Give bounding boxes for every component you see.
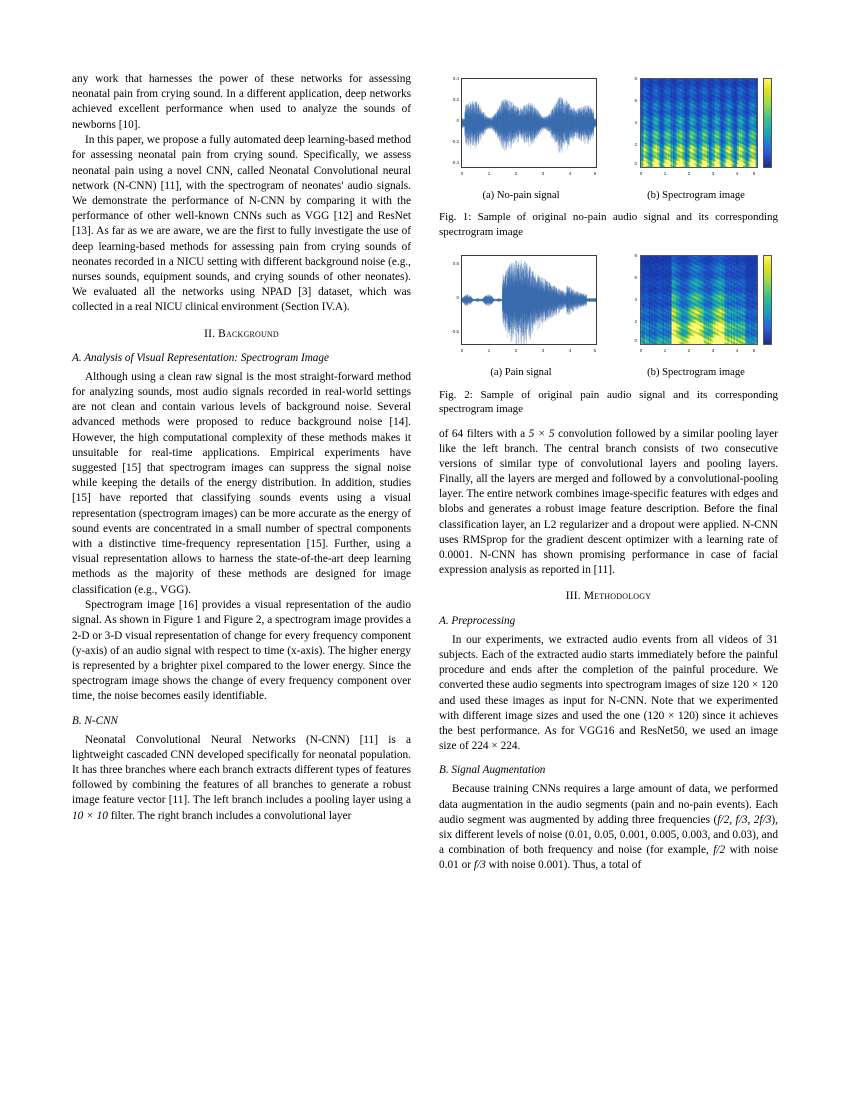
math-inline: 5 × 5 <box>528 427 555 440</box>
text-run: filter. The right branch includes a convolutional layer <box>107 809 352 822</box>
colorbar <box>763 78 772 168</box>
right-column <box>439 72 778 1044</box>
x-tick: 4 <box>735 171 739 177</box>
plot-axes <box>461 255 597 345</box>
pain-spectrogram <box>614 249 778 361</box>
y-tick: 6 <box>634 275 637 281</box>
x-tick: 1 <box>663 171 667 177</box>
y-tick: 2 <box>634 142 637 147</box>
y-tick: 4 <box>634 297 637 303</box>
paragraph: Spectrogram image [16] provides a visual representation of the audio signal. As shown in Figure 1 and Figure 2, a spectrogram image provides a 2-D or 3-D visual representation of change for every frequency component (y-axis) of an audio signal with respect to time (x-axis). The higher energy is represented by a brighter pixel compared to the lower energy. Since the spectrogram image shows the change of every frequency component over time, the noise becomes easily identifiable. <box>72 599 411 703</box>
math-inline: f/3 <box>473 859 486 872</box>
section-heading-methodology: III. Methodology <box>565 590 652 603</box>
waveform-svg <box>462 256 596 344</box>
colorbar <box>763 255 772 345</box>
waveform-svg <box>462 79 596 167</box>
x-tick: 5 <box>752 171 756 177</box>
paragraph: Although using a clean raw signal is the most straight-forward method for analyzing sounds, most audio signals recorded in real-world settings are not clean and contain various levels of background noise. Several advanced methods were proposed to reduce background noise [14]. However, the high computational complexity of these methods makes it unsuitable for real-time applications. Empirical experiments have suggested [15] that spectrogram images can suppress the signal noise while keeping the details of the energy distribution. In addition, studies [15] have reported that classifying sounds events using a visual representation (spectrogram images) can be more accurate as the energy of sound events are concentrated in a small number of spectral components with a distinctive time-frequency representation [15]. Further, using a visual representation allows to harness the state-of-the-art deep learning methods as the majority of these methods are designed for image classification (e.g., VGG). <box>72 370 411 596</box>
figure-1-panels <box>439 72 778 203</box>
y-tick: 2 <box>634 319 637 325</box>
left-column <box>72 72 411 1044</box>
x-tick: 2 <box>687 171 691 177</box>
text-run: In our experiments, we extracted audio events from all videos of 31 subjects. Each of the extracted audio starts immediately before the painful procedure and ends after the completion of the painful procedure. We converted these audio segments into spectrogram images of size <box>439 633 778 692</box>
y-tick: 0 <box>634 338 637 344</box>
plot-axes <box>461 78 597 168</box>
x-tick: 4 <box>735 348 739 354</box>
no-pain-spectrogram <box>614 72 778 184</box>
x-tick: 3 <box>711 348 715 354</box>
paragraph-filters <box>439 427 778 579</box>
spectrogram-axes <box>640 255 758 345</box>
y-tick: 8 <box>634 76 637 81</box>
text-run: convolution followed by a similar pooling layer like the left branch. The central branch consists of two consecutive versions of similar type of convolutional layers and pooling layers. Finally, all the layers are merged and followed by a convolutional-pooling layer. The entire network combines image-specific features with edges and blobs and generates a robust image feature description. Before the final classification layer, an L2 regularizer and a dropout were applied. N-CNN uses RMSprop for the gradient descent optimizer with a learning rate of 0.0001. N-CNN has shown promising performance in case of facial expression analysis as reported in [11]. <box>439 427 778 577</box>
y-tick: 0.2 <box>452 97 459 102</box>
figure-1-caption <box>439 210 778 239</box>
figure-2-number: Fig. 2: <box>439 388 473 401</box>
x-tick: 1 <box>663 348 667 354</box>
x-tick: 2 <box>687 348 691 354</box>
figure-1-caption-text: Sample of original no-pain audio signal and its corresponding spectrogram image <box>439 211 778 238</box>
x-tick: 2 <box>514 171 518 177</box>
text-run: of 64 filters with a <box>439 427 529 440</box>
subsection-heading-signal-augmentation: B. Signal Augmentation <box>439 764 546 777</box>
paragraph-preprocessing <box>439 633 778 755</box>
figure-2-panel-b <box>614 249 778 380</box>
figure-1-panel-b <box>614 72 778 203</box>
figure-1-subcaption-a: (a) No-pain signal <box>482 190 560 201</box>
x-tick: 0 <box>460 171 464 177</box>
text-run: Because training CNNs requires a large amount of data, we performed data augmentation in the audio segments (pain and no-pain events). Each audio segment was augmented by adding three frequencies ( <box>439 783 778 826</box>
figure-1-panel-a <box>439 72 603 203</box>
y-tick: 0 <box>456 118 459 123</box>
figure-1 <box>439 72 778 239</box>
text-run: with noise 0.01 or <box>439 844 778 872</box>
subsection-heading-visual-representation: A. Analysis of Visual Representation: Spectrogram Image <box>72 351 329 364</box>
no-pain-signal-plot <box>439 72 603 184</box>
two-column-body <box>72 72 778 1044</box>
x-tick: 4 <box>568 171 572 177</box>
pain-signal-plot <box>439 249 603 361</box>
y-tick: -0.5 <box>451 329 459 335</box>
x-tick: 5 <box>752 348 756 354</box>
math-inline: f/2 <box>713 844 726 857</box>
math-inline: 224 × 224 <box>471 740 518 753</box>
text-run: . <box>517 740 521 753</box>
x-tick: 0 <box>639 348 643 354</box>
x-tick: 0 <box>639 171 643 177</box>
paragraph-ncnn <box>72 733 411 824</box>
y-tick: 0 <box>634 161 637 166</box>
text-run: and used these images as input for N-CNN. Note that we experimented with different image sizes and used the one <box>439 694 778 722</box>
x-tick: 5 <box>593 348 597 354</box>
spectrogram-axes <box>640 78 758 168</box>
x-tick: 1 <box>487 171 491 177</box>
math-inline: 120 × 120 <box>732 679 778 692</box>
x-tick: 5 <box>593 171 597 177</box>
section-heading-background: II. Background <box>204 327 279 340</box>
x-tick: 2 <box>514 348 518 354</box>
figure-2-caption-text: Sample of original pain audio signal and its corresponding spectrogram image <box>439 388 778 416</box>
y-tick: 4 <box>634 120 637 125</box>
x-tick: 3 <box>711 171 715 177</box>
math-inline: 10 × 10 <box>72 809 108 822</box>
figure-2-panel-a <box>439 249 603 380</box>
paragraph-augmentation <box>439 782 778 873</box>
subsection-heading-preprocessing: A. Preprocessing <box>439 614 516 627</box>
text-run: Neonatal Convolutional Neural Networks (N-CNN) [11] is a lightweight cascaded CNN developed specifically for neonatal population. It has three branches where each branch extracts different types of features followed by combining the features of all branches to generate a robust image feature vector [11]. The left branch includes a pooling layer using a <box>72 733 411 807</box>
y-tick: 8 <box>634 253 637 259</box>
y-tick: -0.4 <box>451 160 459 165</box>
x-tick: 3 <box>541 348 545 354</box>
y-tick: 0.5 <box>452 261 459 267</box>
text-run: since it achieves the best performance. As for VGG16 and ResNet50, we used an image size of <box>439 709 778 753</box>
paragraph: In this paper, we propose a fully automated deep learning-based method for assessing neonatal pain from crying sound. Specifically, we assess neonatal pain using a novel CNN, called Neonatal Convolutional neural network (N-CNN) [11], with the spectrogram of neonates' audio signals. We demonstrate the performance of N-CNN by comparing it with the performance of other well-known CNNs such as VGG [12] and ResNet [13]. As far as we are aware, we are the first to fully investigate the use of deep learning-based methods for assessing pain from crying sounds of neonates recorded in a NICU setting with different background noise (e.g., nurses sounds, equipment sounds, and crying sounds of other neonates). We evaluated all the networks using NPAD [3] dataset, which was collected in a real NICU clinical environment (Section IV.A). <box>72 134 411 314</box>
figure-2-subcaption-b: (b) Spectrogram image <box>647 367 745 379</box>
spectrogram-canvas <box>641 79 757 167</box>
figure-2 <box>439 249 778 416</box>
figure-1-subcaption-b: (b) Spectrogram image <box>647 190 745 201</box>
y-tick: 0 <box>456 295 459 301</box>
y-tick: 0.4 <box>452 76 459 81</box>
figure-2-caption <box>439 388 778 417</box>
math-inline: f/2, f/3, 2f/3 <box>717 813 772 826</box>
spectrogram-canvas <box>641 256 757 344</box>
text-run: ), six different levels of noise (0.01, 0.05, 0.001, 0.005, 0.003, and 0.03), and a combination of both frequency and noise (for example, <box>439 813 778 857</box>
figure-2-subcaption-a: (a) Pain signal <box>490 367 552 379</box>
x-tick: 0 <box>460 348 464 354</box>
y-tick: 6 <box>634 98 637 103</box>
x-tick: 3 <box>541 171 545 177</box>
y-tick: -0.2 <box>451 139 459 144</box>
x-tick: 1 <box>487 348 491 354</box>
figure-1-number: Fig. 1: <box>439 211 472 224</box>
paragraph: any work that harnesses the power of these networks for assessing neonatal pain from crying sound. In a different application, deep networks achieved excellent performance when used to analyze the sounds of newborns [10]. <box>72 73 411 131</box>
figure-2-panels <box>439 249 778 380</box>
math-inline: (120 × 120) <box>643 709 699 722</box>
x-tick: 4 <box>568 348 572 354</box>
text-run: with noise 0.001). Thus, a total of <box>485 859 642 872</box>
subsection-heading-ncnn: B. N-CNN <box>72 714 119 727</box>
